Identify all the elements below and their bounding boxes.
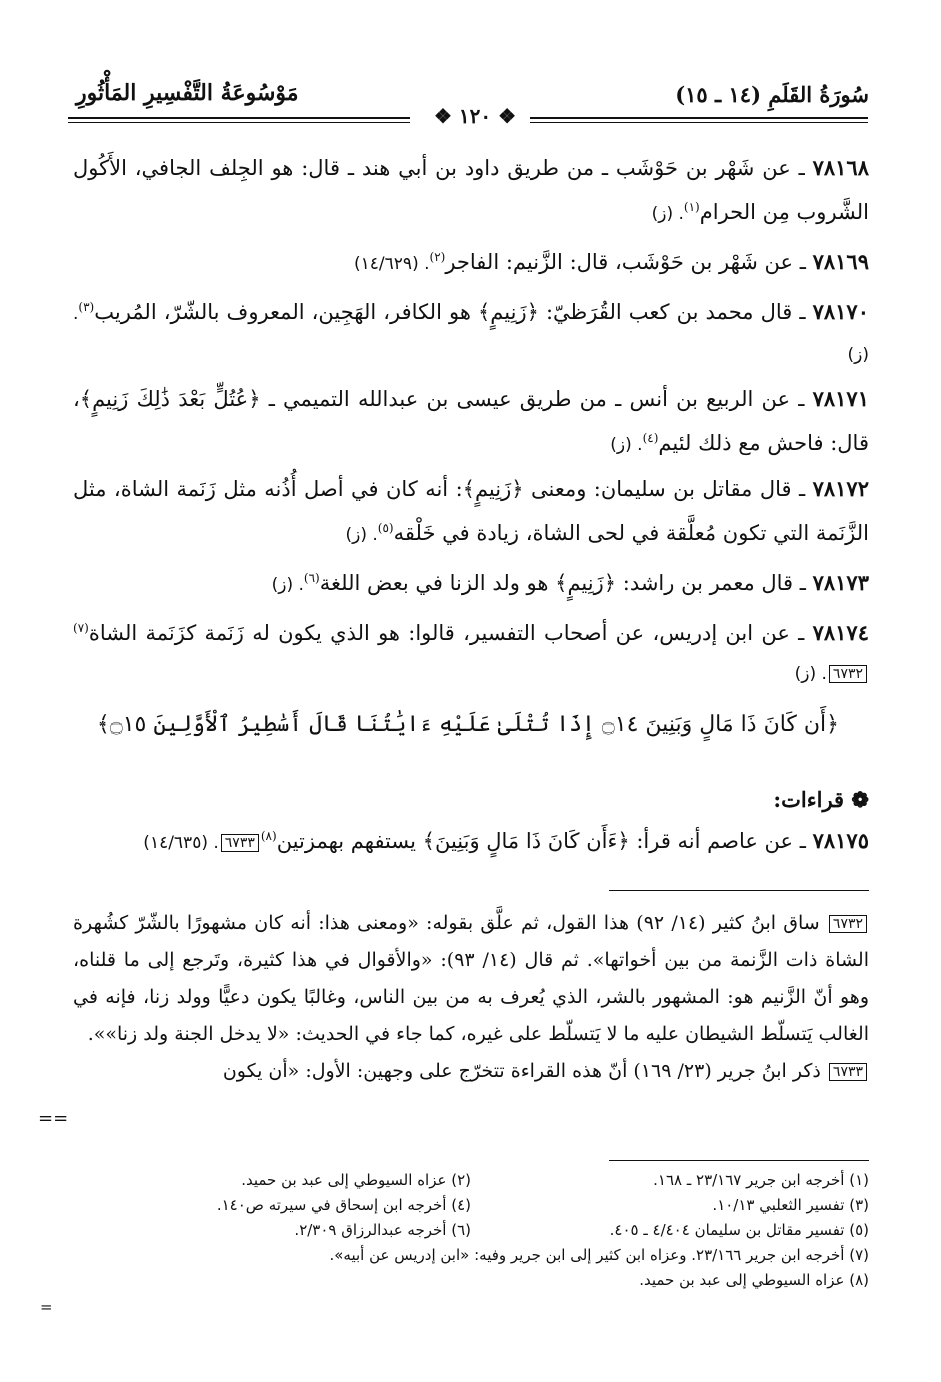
book-title: مَوْسُوعَةُ التَّفْسِيرِ المَأْثُورِ [76, 80, 299, 106]
footnote-6: (٦) أخرجه عبدالرزاق ٢/٣٠٩. [294, 1221, 471, 1239]
footnote-5: (٥) تفسير مقاتل بن سليمان ٤/٤٠٤ ـ ٤٠٥. [609, 1221, 869, 1239]
footnote-continuation-mark: = [40, 1298, 53, 1316]
note-6733: ٦٧٣٣ ذكر ابنُ جرير (٢٣/ ١٦٩) أنّ هذه القراءة تتخرّج على وجهين: الأول: «أن يكون [73, 1053, 869, 1090]
entry-78169: ٧٨١٦٩ ـ عن شَهْر بن حَوْشَب، قال: الزَّنيم: الفاجر$^{(٢)}$. (١٤/٦٢٩) [354, 249, 869, 274]
continuation-mark: == [38, 1108, 69, 1129]
footnote-4: (٤) أخرجه ابن إسحاق في سيرته ص١٤٠. [216, 1196, 471, 1214]
entry-78170: ٧٨١٧٠ ـ قال محمد بن كعب القُرَظيّ: ﴿زَنِيمٍ﴾ هو الكافر، الهَجِين، المعروف بالشّرّ، المُريب$^{(٣)}$. (ز) [73, 299, 869, 365]
note-6732: ٦٧٣٢ ساق ابنُ كثير (١٤/ ٩٢) هذا القول، ثم علَّق بقوله: «ومعنى هذا: أنه كان مشهورًا بالشّرّ كشُهرة الشاة ذات الزَّنمة من بين أخواتها». ثم قال (١٤/ ٩٣): «والأقوال في هذا كثيرة، وتَرجع إلى ما قلناه، وهو أنّ الزَّنيم هو: المشهور بالشر، الذي يُعرف به من بين الناس، وغالبًا يكون دعيًّا وولد زنا، فإنه في الغالب يَتسلّط الشيطان عليه ما لا يَتسلّط على غيره، كما جاء في الحديث: «لا يدخل الجنة ولد زنا»». [73, 912, 869, 1045]
surah-title: سُورَةُ القَلَمِ (١٤ ـ ١٥) [675, 82, 869, 107]
qiraat-heading: ❁ قراءات: [773, 787, 869, 812]
footnotes [73, 1168, 869, 1293]
entry-78175: ٧٨١٧٥ ـ عن عاصم أنه قرأ: ﴿ءَأَن كَانَ ذَا مَالٍ وَبَنِينَ﴾ يستفهم بهمزتين$^{(٨)}$٦٧٣٣. (١٤/٦٣٥) [143, 828, 869, 853]
footnotes-divider [609, 1160, 869, 1161]
cross-reference-box: ٦٧٣٢ [829, 665, 867, 683]
footnote-1: (١) أخرجه ابن جرير ٢٣/١٦٧ ـ ١٦٨. [653, 1171, 869, 1189]
footnote-2: (٢) عزاه السيوطي إلى عبد بن حميد. [241, 1171, 471, 1189]
quran-verse: ﴿أَن كَانَ ذَا مَالٍ وَبَنِينَ ۝١٤ إِذَا تُتْلَىٰ عَلَيْهِ ءَايَٰتُنَا قَالَ أَسَٰطِيرُ ٱلْأَوَّلِينَ ۝١٥﴾ [96, 712, 840, 737]
footnote-3: (٣) تفسير الثعلبي ١٠/١٣. [712, 1196, 869, 1214]
narrations [73, 148, 869, 698]
commentary-notes [73, 905, 869, 1090]
footnote-7: (٧) أخرجه ابن جرير ٢٣/١٦٦. وعزاه ابن كثير إلى ابن جرير وفيه: «ابن إدريس عن أبيه». [329, 1246, 869, 1264]
entry-78174: ٧٨١٧٤ ـ عن ابن إدريس، عن أصحاب التفسير، قالوا: هو الذي يكون له زَنَمة كزَنَمة الشاة$^{(٧)}$٦٧٣٢. (ز) [73, 620, 869, 684]
entry-78171: ٧٨١٧١ ـ عن الربيع بن أنس ـ من طريق عيسى بن عبدالله التميمي ـ ﴿عُتُلٍّ بَعْدَ ذَٰلِكَ زَنِيمٍ﴾، قال: فاحش مع ذلك لئيم$^{(٤)}$. (ز) [73, 386, 869, 455]
footnote-8: (٨) عزاه السيوطي إلى عبد بن حميد. [639, 1271, 869, 1289]
entry-78172: ٧٨١٧٢ ـ قال مقاتل بن سليمان: ومعنى ﴿زَنِيمٍ﴾: أنه كان في أصل أُذُنه مثل زَنَمة الشاة، مثل الزَّنَمة التي تكون مُعلَّقة في لحى الشاة، زيادة في خَلْقه$^{(٥)}$. (ز) [73, 476, 869, 545]
notes-divider [609, 890, 869, 891]
page-number: ❖ ١٢٠ ❖ [433, 104, 517, 128]
entry-78168: ٧٨١٦٨ ـ عن شَهْر بن حَوْشَب ـ من طريق داود بن أبي هند ـ قال: هو الجِلف الجافي، الأَكُول الشَّروب مِن الحرام$^{(١)}$. (ز) [73, 155, 869, 224]
entry-78173: ٧٨١٧٣ ـ قال معمر بن راشد: ﴿زَنِيمٍ﴾ هو ولد الزنا في بعض اللغة$^{(٦)}$. (ز) [271, 570, 869, 595]
cross-reference-box: ٦٧٣٣ [221, 834, 259, 852]
